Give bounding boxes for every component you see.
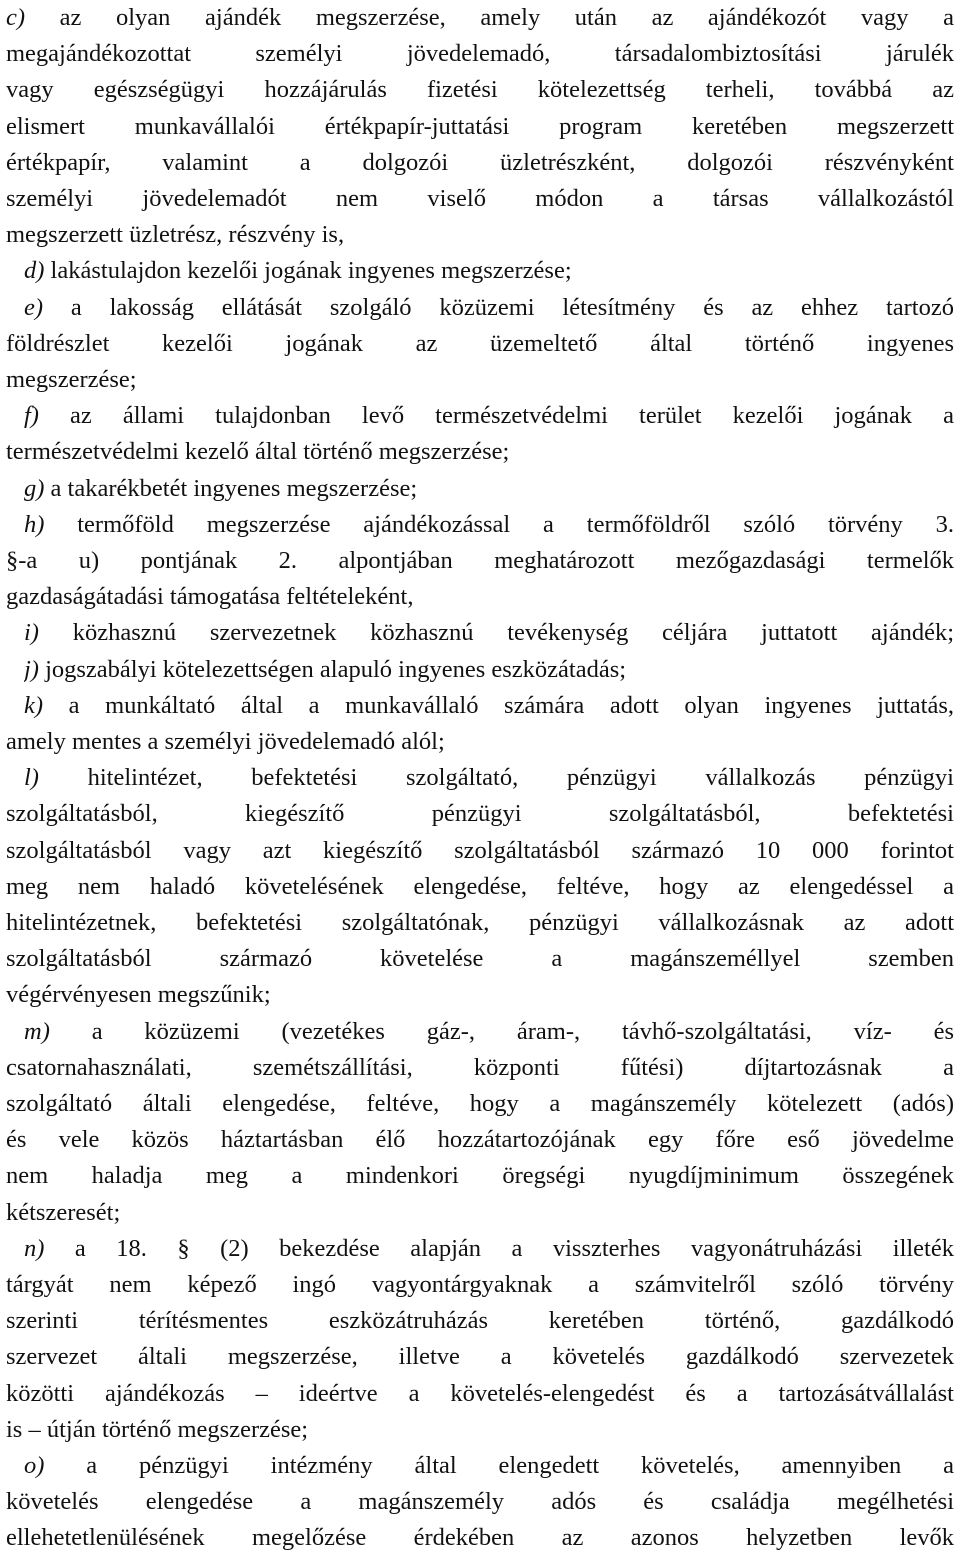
line-text: a pénzügyi intézmény által elengedett követelés, amennyiben a (44, 1452, 954, 1479)
line-text: értékpapír, valamint a dolgozói üzletrészként, dolgozói részvényként (6, 148, 954, 176)
line-text: csatornahasználati, szemétszállítási, központi fűtési) díjtartozásnak a (6, 1053, 954, 1081)
line-text: természetvédelmi kezelő által történő megszerzése; (6, 438, 510, 466)
list-item-marker: g) (24, 474, 45, 502)
list-item-marker: c) (6, 4, 26, 31)
line-text: és vele közös háztartásban élő hozzátartozójának egy főre eső jövedelme (6, 1126, 954, 1154)
text-line (6, 1339, 954, 1375)
line-text: elismert munkavállalói értékpapír-juttatási program keretében megszerzett (6, 112, 954, 140)
text-line (6, 796, 954, 832)
list-item-marker: f) (24, 402, 39, 430)
line-text: közhasznú szervezetnek közhasznú tevékenység céljára juttatott ajándék; (38, 619, 954, 647)
line-text: megszerzése; (6, 366, 137, 393)
list-item-marker: o) (24, 1452, 45, 1479)
text-line (6, 977, 954, 1013)
line-text: amely mentes a személyi jövedelemadó alól; (6, 728, 445, 755)
text-line (6, 1484, 954, 1520)
line-text: tárgyát nem képező ingó vagyontárgyaknak a számvitelről szóló törvény (6, 1271, 954, 1298)
line-text: §-a u) pontjának 2. alpontjában meghatározott mezőgazdasági termelők (6, 547, 954, 574)
line-text: gazdaságátadási támogatása feltételeként, (6, 583, 414, 611)
line-text: végérvényesen megszűnik; (6, 981, 271, 1009)
line-text: termőföld megszerzése ajándékozással a termőföldről szóló törvény 3. (44, 510, 954, 538)
list-item-marker: i) (24, 619, 39, 647)
line-text: követelés elengedése a magánszemély adós és családja megélhetési (6, 1488, 954, 1516)
text-line (6, 543, 954, 579)
line-text: is – útján történő megszerzése; (6, 1415, 309, 1443)
text-line (6, 941, 954, 977)
list-item-marker: h) (24, 510, 45, 538)
text-line (6, 72, 954, 108)
text-line (6, 869, 954, 905)
line-text: a takarékbetét ingyenes megszerzése; (44, 474, 418, 502)
text-line (6, 145, 954, 181)
line-text: szolgáltatásból vagy azt kiegészítő szolgáltatásból származó 10 000 forintot (6, 836, 954, 864)
line-text: a lakosság ellátását szolgáló közüzemi létesítmény és az ehhez tartozó (43, 293, 954, 321)
text-line (6, 1267, 954, 1303)
line-text: meg nem haladó követelésének elengedése, feltéve, hogy az elengedéssel a (6, 872, 954, 900)
line-text: a közüzemi (vezetékes gáz-, áram-, távhő-szolgáltatási, víz- és (49, 1017, 954, 1045)
text-line (6, 1195, 954, 1231)
text-line (6, 109, 954, 145)
line-text: szervezet általi megszerzése, illetve a követelés gazdálkodó szervezetek (6, 1343, 954, 1371)
line-text: a 18. § (2) bekezdése alapján a visszterhes vagyonátruházási illeték (44, 1234, 954, 1262)
list-item-marker: l) (24, 764, 39, 792)
text-line (6, 1122, 954, 1158)
text-line (6, 434, 954, 470)
text-line (6, 1050, 954, 1086)
text-line (24, 760, 954, 796)
text-line (24, 615, 954, 651)
text-line (6, 1412, 954, 1448)
line-text: közötti ajándékozás – ideértve a követelés-elengedést és a tartozásátvállalást (6, 1379, 954, 1407)
list-item-marker: d) (24, 257, 45, 285)
list-item-marker: k) (24, 691, 44, 719)
list-item-marker: e) (24, 293, 44, 321)
line-text: az állami tulajdonban levő természetvédelmi terület kezelői jogának a (38, 402, 954, 430)
text-line (24, 398, 954, 434)
line-text: szolgáltatásból származó követelése a magánszeméllyel szemben (6, 945, 954, 973)
line-text: szerinti térítésmentes eszközátruházás keretében történő, gazdálkodó (6, 1307, 954, 1335)
text-line (6, 1520, 954, 1556)
text-line (6, 0, 954, 36)
text-line (24, 471, 954, 507)
text-line (6, 905, 954, 941)
line-text: lakástulajdon kezelői jogának ingyenes megszerzése; (44, 257, 572, 285)
line-text: megszerzett üzletrész, részvény is, (6, 221, 345, 249)
line-text: jogszabályi kötelezettségen alapuló ingyenes eszközátadás; (38, 655, 627, 683)
line-text: szolgáltató általi elengedése, feltéve, hogy a magánszemély kötelezett (adós) (6, 1090, 954, 1117)
line-text: nem haladja meg a mindenkori öregségi nyugdíjminimum összegének (6, 1162, 954, 1190)
text-line (24, 688, 954, 724)
line-text: hitelintézetnek, befektetési szolgáltatónak, pénzügyi vállalkozásnak az adott (6, 909, 954, 936)
text-line (24, 1448, 954, 1484)
text-line (6, 36, 954, 72)
line-text: személyi jövedelemadót nem viselő módon a társas vállalkozástól (6, 185, 954, 212)
text-line (6, 579, 954, 615)
line-text: megajándékozottat személyi jövedelemadó, társadalombiztosítási járulék (6, 40, 954, 68)
line-text: vagy egészségügyi hozzájárulás fizetési kötelezettség terheli, továbbá az (6, 76, 954, 104)
line-text: szolgáltatásból, kiegészítő pénzügyi szolgáltatásból, befektetési (6, 800, 954, 828)
line-text: a munkáltató által a munkavállaló számára adott olyan ingyenes juttatás, (43, 691, 954, 719)
text-line (6, 1303, 954, 1339)
text-line (6, 724, 954, 760)
line-text: földrészlet kezelői jogának az üzemeltető által történő ingyenes (6, 329, 954, 357)
line-text: ellehetetlenülésének megelőzése érdekében az azonos helyzetben levők (6, 1524, 954, 1552)
text-line (6, 1086, 954, 1122)
list-item-marker: m) (24, 1017, 50, 1045)
line-text: az olyan ajándék megszerzése, amely után az ajándékozót vagy a (25, 4, 954, 31)
text-line (24, 1014, 954, 1050)
text-line (6, 181, 954, 217)
text-line (6, 217, 954, 253)
text-line (24, 253, 954, 289)
text-line (6, 1158, 954, 1194)
line-text: hitelintézet, befektetési szolgáltató, pénzügyi vállalkozás pénzügyi (38, 764, 954, 792)
text-line (6, 1376, 954, 1412)
text-line (6, 326, 954, 362)
list-item-marker: n) (24, 1234, 45, 1262)
text-line (6, 833, 954, 869)
text-line (24, 652, 954, 688)
list-item-marker: j) (24, 655, 39, 683)
text-line (24, 290, 954, 326)
line-text: kétszeresét; (6, 1198, 121, 1226)
text-line (24, 507, 954, 543)
text-line (24, 1231, 954, 1267)
text-line (6, 362, 954, 398)
